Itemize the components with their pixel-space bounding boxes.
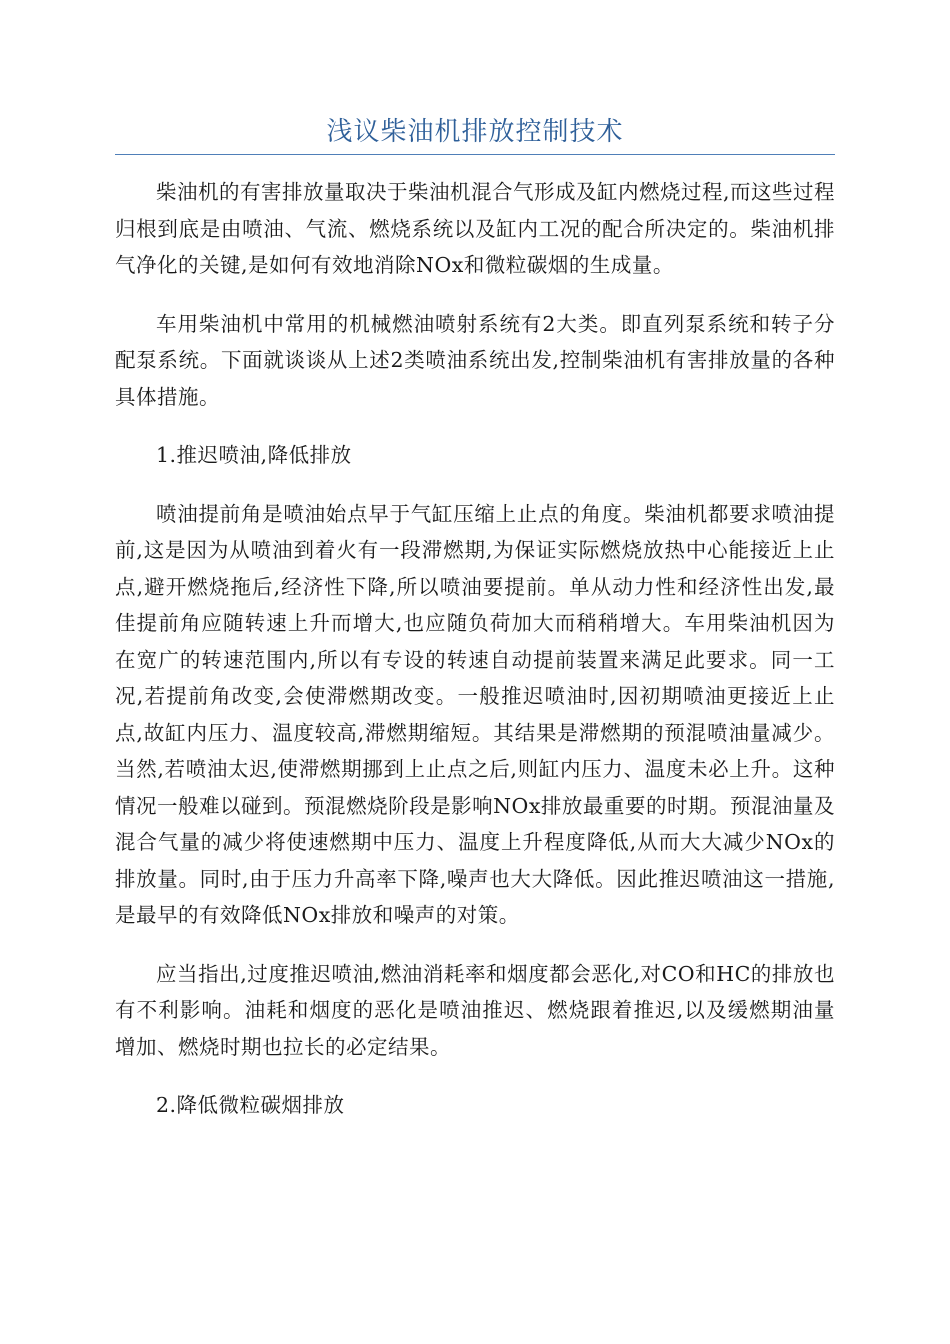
paragraph-excessive-delay: 应当指出,过度推迟喷油,燃油消耗率和烟度都会恶化,对CO和HC的排放也有不利影响。油耗和烟度的恶化是喷油推迟、燃烧跟着推迟,以及缓燃期油量增加、燃烧时期也拉长的必定结果。	[115, 961, 835, 1059]
paragraph-injection-timing: 喷油提前角是喷油始点早于气缸压缩上止点的角度。柴油机都要求喷油提前,这是因为从喷油到着火有一段滞燃期,为保证实际燃烧放热中心能接近上止点,避开燃烧拖后,经济性下降,所以喷油要提前。单从动力性和经济性出发,最佳提前角应随转速上升而增大,也应随负荷加大而稍稍增大。车用柴油机因为在宽广的转速范围内,所以有专设的转速自动提前装置来满足此要求。同一工况,若提前角改变,会使滞燃期改变。一般推迟喷油时,因初期喷油更接近上止点,故缸内压力、温度较高,滞燃期缩短。其结果是滞燃期的预混喷油量减少。当然,若喷油太迟,使滞燃期挪到上止点之后,则缸内压力、温度未必上升。这种情况一般难以碰到。预混燃烧阶段是影响NOx排放最重要的时期。预混油量及混合气量的减少将使速燃期中压力、温度上升程度降低,从而大大减少NOx的排放量。同时,由于压力升高率下降,噪声也大大降低。因此推迟喷油这一措施,是最早的有效降低NOx排放和噪声的对策。	[115, 501, 835, 927]
title-underline	[115, 154, 835, 155]
paragraph-injection-systems: 车用柴油机中常用的机械燃油喷射系统有2大类。即直列泵系统和转子分配泵系统。下面就谈谈从上述2类喷油系统出发,控制柴油机有害排放量的各种具体措施。	[115, 311, 835, 409]
document-body	[115, 174, 835, 1146]
document-title: 浅议柴油机排放控制技术	[326, 117, 624, 147]
section-heading-2: 2.降低微粒碳烟排放	[156, 1093, 345, 1117]
paragraph-intro: 柴油机的有害排放量取决于柴油机混合气形成及缸内燃烧过程,而这些过程归根到底是由喷油、气流、燃烧系统以及缸内工况的配合所决定的。柴油机排气净化的关键,是如何有效地消除NOx和微粒碳烟的生成量。	[115, 180, 836, 277]
section-heading-1: 1.推迟喷油,降低排放	[156, 443, 352, 467]
